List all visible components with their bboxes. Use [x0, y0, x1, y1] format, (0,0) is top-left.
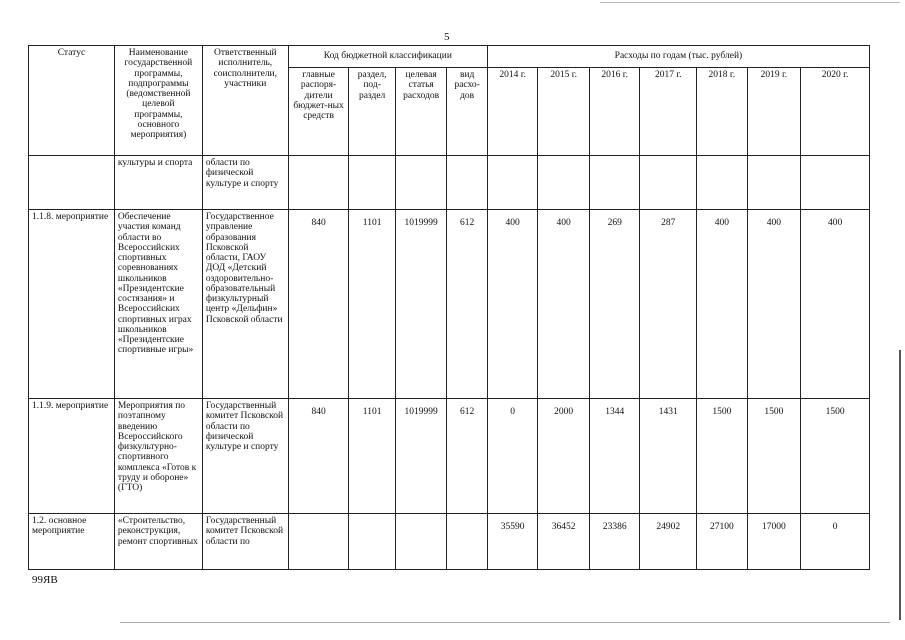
row-value: 1500: [801, 399, 870, 514]
budget-table: [28, 45, 870, 570]
row-value: 24902: [640, 514, 697, 570]
row-value: 400: [697, 210, 748, 399]
header-year: 2016 г.: [589, 68, 640, 156]
row-code: [395, 156, 447, 210]
row-code: 612: [447, 210, 487, 399]
row-code: [349, 156, 395, 210]
header-expenses: Расходы по годам (тыс. рублей): [487, 46, 869, 68]
header-year: 2015 г.: [538, 68, 590, 156]
header-year: 2018 г.: [697, 68, 748, 156]
row-value: 400: [747, 210, 801, 399]
table-row: [29, 514, 870, 570]
footer-code: 99ЯВ: [32, 574, 58, 586]
row-code: [288, 514, 349, 570]
row-code: [447, 156, 487, 210]
row-code: [447, 514, 487, 570]
row-value: 1500: [747, 399, 801, 514]
row-code: 1019999: [395, 399, 447, 514]
header-code-col: целевая статья расходов: [395, 68, 447, 156]
row-value: [589, 156, 640, 210]
header-code-col: главные распоря-дители бюджет-ных средств: [288, 68, 349, 156]
row-name: культуры и спорта: [114, 156, 202, 210]
header-code-col: раздел, под-раздел: [349, 68, 395, 156]
row-executor: Государственный комитет Псковской области по: [202, 514, 288, 570]
row-value: 269: [589, 210, 640, 399]
row-code: 612: [447, 399, 487, 514]
table-row: [29, 210, 870, 399]
table-row: [29, 156, 870, 210]
header-program-name: Наименование государственной программы, подпрограммы (ведомственной целевой программы, основного мероприятия): [114, 46, 202, 156]
row-value: [747, 156, 801, 210]
row-status: 1.2. основное мероприятие: [29, 514, 115, 570]
header-year: 2019 г.: [747, 68, 801, 156]
row-code: [288, 156, 349, 210]
row-value: [801, 156, 870, 210]
row-code: 1101: [349, 210, 395, 399]
row-status: 1.1.8. мероприятие: [29, 210, 115, 399]
row-code: [349, 514, 395, 570]
table-row: [29, 399, 870, 514]
header-code-col: вид расхо-дов: [447, 68, 487, 156]
row-value: 1431: [640, 399, 697, 514]
header-budget-code: Код бюджетной классификации: [288, 46, 487, 68]
row-code: 840: [288, 399, 349, 514]
row-name: Мероприятия по поэтапному введению Всероссийского физкультурно-спортивного комплекса «Готов к труду и обороне» (ГТО): [114, 399, 202, 514]
row-value: 27100: [697, 514, 748, 570]
row-value: 36452: [538, 514, 590, 570]
row-code: 840: [288, 210, 349, 399]
row-code: 1101: [349, 399, 395, 514]
row-value: 2000: [538, 399, 590, 514]
row-value: [697, 156, 748, 210]
row-value: 17000: [747, 514, 801, 570]
header-executor: Ответственный исполнитель, соисполнители, участники: [202, 46, 288, 156]
row-value: 0: [801, 514, 870, 570]
row-value: 287: [640, 210, 697, 399]
row-status: 1.1.9. мероприятие: [29, 399, 115, 514]
row-value: [487, 156, 538, 210]
row-value: [640, 156, 697, 210]
row-executor: Государственный комитет Псковской области по физической культуре и спорту: [202, 399, 288, 514]
scan-artifact-top: [600, 2, 900, 3]
page-number: 5: [444, 31, 450, 43]
row-value: 0: [487, 399, 538, 514]
header-row-1: [29, 46, 870, 68]
row-code: [395, 514, 447, 570]
scan-artifact-bottom: [120, 622, 890, 623]
row-status: [29, 156, 115, 210]
scan-artifact-edge: [899, 350, 901, 620]
row-value: 400: [801, 210, 870, 399]
row-value: 1344: [589, 399, 640, 514]
row-value: 35590: [487, 514, 538, 570]
header-year: 2014 г.: [487, 68, 538, 156]
row-value: 23386: [589, 514, 640, 570]
row-executor: Государственное управление образования Псковской области, ГАОУ ДОД «Детский оздоровительно-образовательный физкультурный центр «Дельфин» Псковской области: [202, 210, 288, 399]
row-name: Обеспечение участия команд области во Всероссийских спортивных соревнованиях школьников «Президентские состязания» и Всероссийских спортивных играх школьников «Президентские спортивные игры»: [114, 210, 202, 399]
row-name: «Строительство, реконструкция, ремонт спортивных: [114, 514, 202, 570]
header-status: Статус: [29, 46, 115, 156]
header-year: 2020 г.: [801, 68, 870, 156]
row-value: 1500: [697, 399, 748, 514]
row-executor: области по физической культуре и спорту: [202, 156, 288, 210]
row-value: 400: [538, 210, 590, 399]
row-value: 400: [487, 210, 538, 399]
row-code: 1019999: [395, 210, 447, 399]
row-value: [538, 156, 590, 210]
header-year: 2017 г.: [640, 68, 697, 156]
